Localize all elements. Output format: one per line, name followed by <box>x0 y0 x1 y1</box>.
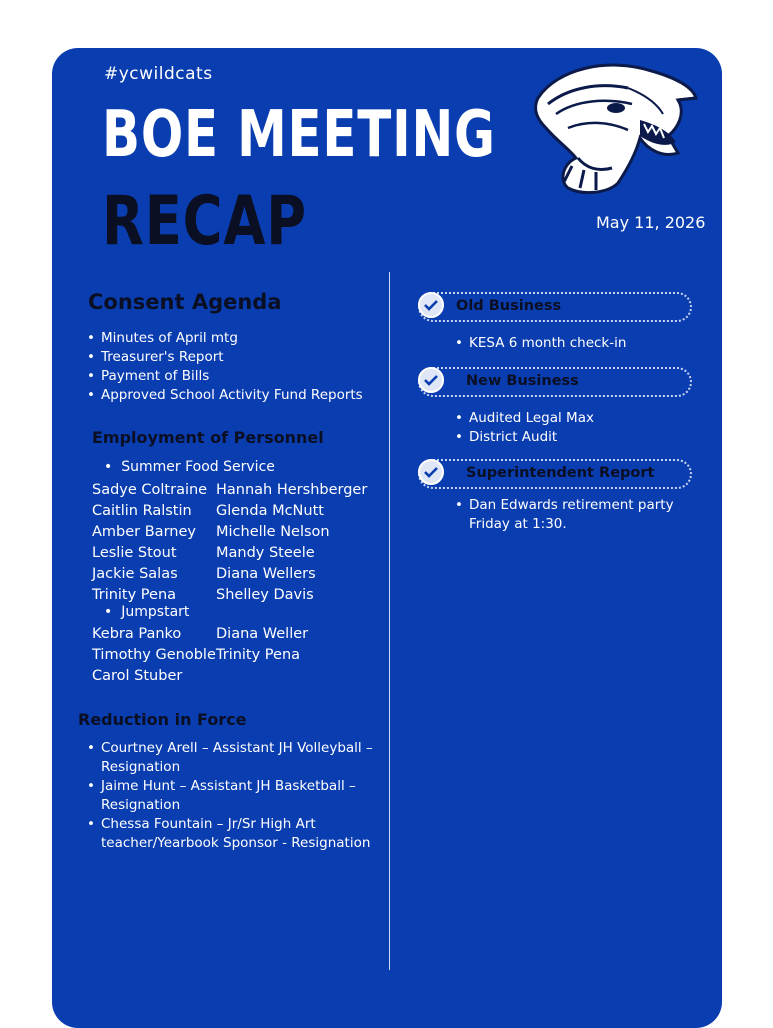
checkmark-icon <box>418 292 444 318</box>
name: Timothy Genoble <box>92 647 216 663</box>
new-business-list <box>455 409 695 447</box>
reduction-in-force-heading: Reduction in Force <box>78 710 247 729</box>
title-line-2: RECAP <box>102 182 307 261</box>
list-item: • Jaime Hunt – Assistant JH Basketball – Resignation <box>87 777 377 815</box>
hashtag: #ycwildcats <box>104 64 213 84</box>
name: Shelley Davis <box>216 587 314 603</box>
old-business-header <box>418 292 692 322</box>
name: Caitlin Ralstin <box>92 503 192 519</box>
name: Trinity Pena <box>216 647 301 663</box>
name: Michelle Nelson <box>216 524 330 540</box>
new-business-header <box>418 367 692 397</box>
summer-food-names <box>92 480 382 606</box>
group-label-summer-food: • Summer Food Service <box>104 459 275 475</box>
list-item: • Dan Edwards retirement party Friday at 1:30. <box>455 496 687 534</box>
name: Diana Weller <box>216 626 309 642</box>
name-row <box>92 645 382 666</box>
list-item: • Treasurer's Report <box>87 348 387 367</box>
list-item: • Audited Legal Max <box>455 409 695 428</box>
name: Jackie Salas <box>92 566 178 582</box>
checkmark-icon <box>418 459 444 485</box>
checkmark-icon <box>418 367 444 393</box>
employment-heading: Employment of Personnel <box>92 428 324 447</box>
consent-agenda-list <box>87 329 387 405</box>
name-row <box>92 480 382 501</box>
meeting-date: May 11, 2026 <box>596 213 706 232</box>
old-business-list <box>455 334 695 353</box>
list-item: • Minutes of April mtg <box>87 329 387 348</box>
name-row <box>92 585 382 606</box>
reduction-in-force-list <box>87 739 377 853</box>
consent-agenda-heading: Consent Agenda <box>88 290 282 314</box>
title-line-1: BOE MEETING <box>102 98 496 172</box>
name-row <box>92 624 382 645</box>
name-row <box>92 501 382 522</box>
name: Hannah Hershberger <box>216 482 368 498</box>
name: Glenda McNutt <box>216 503 324 519</box>
list-item: • Chessa Fountain – Jr/Sr High Art teacher/Yearbook Sponsor - Resignation <box>87 815 377 853</box>
list-item: • Payment of Bills <box>87 367 387 386</box>
name: Kebra Panko <box>92 626 182 642</box>
superintendent-report-heading: Superintendent Report <box>466 465 655 481</box>
name: Amber Barney <box>92 524 196 540</box>
jumpstart-names <box>92 624 382 687</box>
name: Carol Stuber <box>92 668 183 684</box>
superintendent-report-list <box>455 496 687 534</box>
column-divider <box>389 272 390 970</box>
list-item: • Approved School Activity Fund Reports <box>87 386 387 405</box>
list-item: • KESA 6 month check-in <box>455 334 695 353</box>
name: Mandy Steele <box>216 545 315 561</box>
new-business-heading: New Business <box>466 373 579 389</box>
group-label-jumpstart: • Jumpstart <box>104 604 189 620</box>
name: Trinity Pena <box>92 587 177 603</box>
name-row <box>92 666 382 687</box>
name-row <box>92 522 382 543</box>
name-row <box>92 543 382 564</box>
name: Leslie Stout <box>92 545 177 561</box>
superintendent-report-header <box>418 459 692 489</box>
old-business-heading: Old Business <box>456 298 562 314</box>
name-row <box>92 564 382 585</box>
list-item: • Courtney Arell – Assistant JH Volleyball – Resignation <box>87 739 377 777</box>
name: Diana Wellers <box>216 566 316 582</box>
name: Sadye Coltraine <box>92 482 208 498</box>
list-item: • District Audit <box>455 428 695 447</box>
wildcat-mascot-icon <box>528 58 698 198</box>
